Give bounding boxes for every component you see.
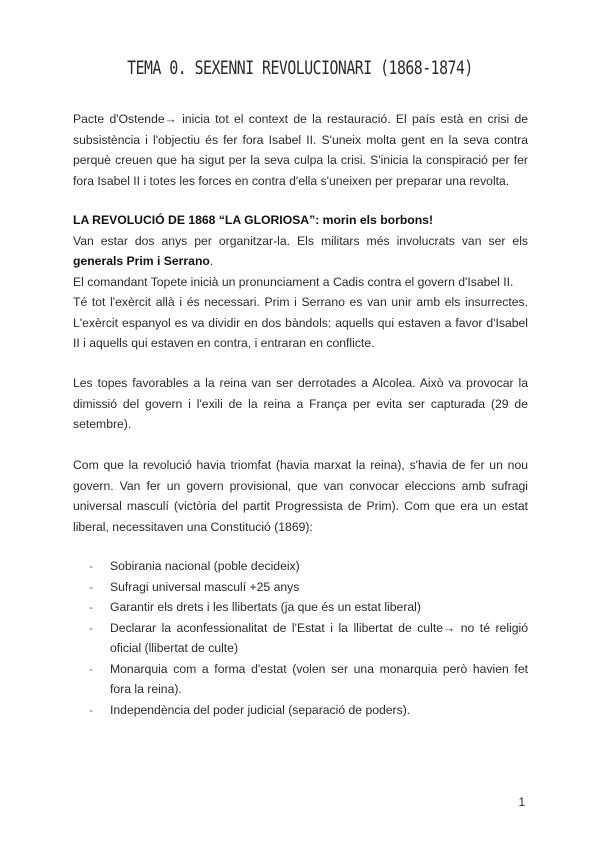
- bullet-dash: -: [89, 702, 94, 717]
- bullet-dash: -: [89, 661, 94, 676]
- government-line: govern. Van fer un govern provisional, que van convocar eleccions amb sufragi: [73, 478, 528, 493]
- list-item-text: Declarar la aconfessionalitat de l'Estat i la llibertat de culte→ no té religió: [110, 620, 528, 635]
- list-item-text: Sufragi universal masculí +25 anys: [110, 579, 300, 594]
- list-item: [73, 577, 528, 598]
- bullet-dash: -: [89, 600, 94, 614]
- section-line: El comandant Topete inicià un pronunciament a Cadis contra el govern d'Isabel II.: [73, 274, 514, 289]
- list-item: [73, 618, 528, 659]
- bullet-dash: -: [89, 579, 94, 594]
- government-paragraph: [73, 455, 528, 537]
- list-item-text: fora la reina).: [110, 682, 182, 696]
- intro-line: fora Isabel II i totes les forces en contra d'ella s'uneixen per preparar una revolta.: [73, 173, 510, 188]
- section-line: [73, 251, 528, 272]
- intro-line: subsistència i l'objectiu és fer fora Isabel II. S'uneix molta gent en la seva contra: [73, 132, 528, 147]
- bullet-dash: -: [89, 559, 94, 573]
- intro-line: Pacte d'Ostende→ inicia tot el context de la restauració. El país està en crisi de: [73, 112, 528, 126]
- list-item-text: Garantir els drets i les llibertats (ja que és un estat liberal): [110, 600, 421, 614]
- list-item-text: oficial (llibertat de culte): [110, 641, 239, 655]
- generals-bold: generals Prim i Serrano: [73, 254, 210, 268]
- list-item-text: Monarquia com a forma d'estat (volen ser una monarquia però havien fet: [110, 661, 528, 676]
- alcolea-line: Les topes favorables a la reina van ser derrotades a Alcolea. Això va provocar la: [73, 376, 528, 390]
- section-heading: LA REVOLUCIÓ DE 1868 “LA GLORIOSA”: morin els borbons!: [73, 213, 434, 227]
- alcolea-paragraph: [73, 373, 528, 435]
- section-line: Té tot l'exèrcit allà i és necessari. Prim i Serrano es van unir amb els insurrectes.: [73, 295, 528, 309]
- government-line: universal masculí (victòria del partit Progressista de Prim). Com que era un estat: [73, 499, 528, 513]
- page-number: 1: [518, 797, 525, 809]
- section-revolution: [73, 210, 528, 354]
- alcolea-line: setembre).: [73, 417, 132, 431]
- list-item-text: Independència del poder judicial (separació de poders).: [110, 702, 411, 717]
- page-title: TEMA 0. SEXENNI REVOLUCIONARI (1868-1874): [127, 58, 473, 79]
- list-item: [73, 597, 528, 618]
- government-line: liberal, necessitaven una Constitució (1869):: [73, 519, 313, 534]
- list-item-text: Sobirania nacional (poble decideix): [110, 559, 300, 573]
- list-item: [73, 556, 528, 577]
- alcolea-line: dimissió del govern i l'exili de la reina a França per evita ser capturada (29 de: [73, 396, 528, 411]
- intro-paragraph: [73, 109, 528, 191]
- bullet-dash: -: [89, 620, 94, 635]
- constitution-list: [73, 556, 528, 720]
- period: .: [209, 254, 214, 268]
- section-line: L'exèrcit espanyol es va dividir en dos bàndols: aquells qui estaven a favor d'Isabel: [73, 315, 528, 330]
- section-line: II i aquells qui estaven en contra, i entraran en conflicte.: [73, 336, 375, 350]
- list-item: [73, 659, 528, 700]
- government-line: Com que la revolució havia triomfat (havia marxat la reina), s'havia de fer un nou: [73, 458, 528, 472]
- list-item: [73, 700, 528, 721]
- section-line: Van estar dos anys per organitzar-la. Els militars més involucrats van ser els: [73, 233, 528, 248]
- intro-line: perquè creuen que ha sigut per la seva culpa la crisi. S'inicia la conspiració per fer: [73, 153, 528, 167]
